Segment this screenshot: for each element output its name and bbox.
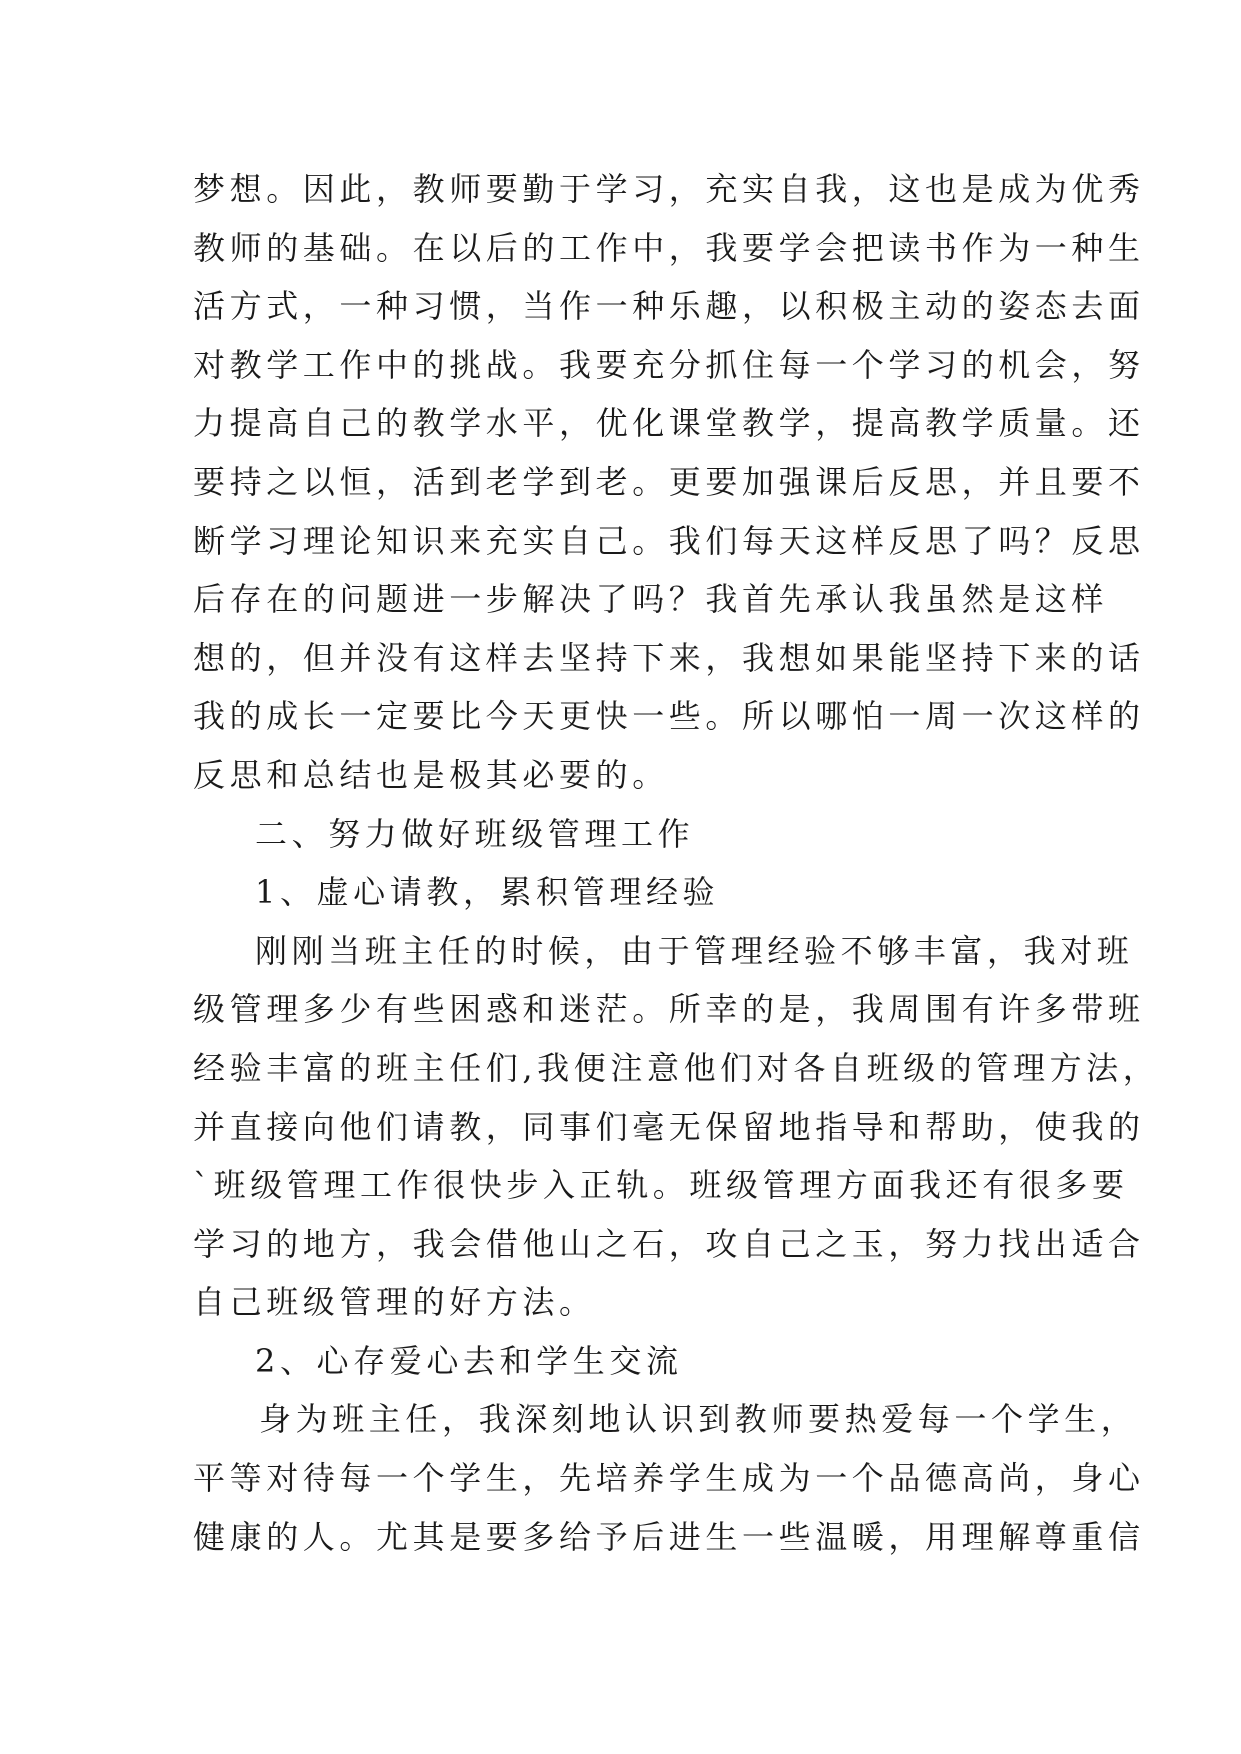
- paragraph-first-line: 身为班主任，我深刻地认识到教师要热爱每一个学生，: [259, 1400, 1138, 1439]
- text-line: 级管理多少有些困惑和迷茫。所幸的是，我周围有许多带班: [193, 990, 1145, 1029]
- text-line: 梦想。因此，教师要勤于学习，充实自我，这也是成为优秀: [193, 170, 1145, 208]
- text-line: 反思和总结也是极其必要的。: [193, 755, 669, 794]
- text-line: 我的成长一定要比今天更快一些。所以哪怕一周一次这样的: [193, 697, 1145, 736]
- text-line: 力提高自己的教学水平，优化课堂教学，提高教学质量。还: [193, 404, 1145, 443]
- section-heading: 二、努力做好班级管理工作: [255, 814, 695, 853]
- text-line: 要持之以恒，活到老学到老。更要加强课后反思，并且要不: [193, 462, 1145, 501]
- subsection-heading: 1、虚心请教，累积管理经验: [255, 873, 720, 912]
- document-body: [193, 160, 1160, 1566]
- text-line: 想的，但并没有这样去坚持下来，我想如果能坚持下来的话: [193, 638, 1145, 677]
- text-line: 健康的人。尤其是要多给予后进生一些温暖，用理解尊重信: [193, 1517, 1145, 1556]
- text-line: 经验丰富的班主任们,我便注意他们对各自班级的管理方法，: [193, 1048, 1160, 1087]
- text-line: 自己班级管理的好方法。: [193, 1283, 596, 1322]
- text-line: 断学习理论知识来充实自己。我们每天这样反思了吗？反思: [193, 521, 1145, 560]
- text-line: 活方式，一种习惯，当作一种乐趣，以积极主动的姿态去面: [193, 287, 1145, 326]
- text-line: 后存在的问题进一步解决了吗？我首先承认我虽然是这样: [193, 580, 1109, 619]
- text-line: 教师的基础。在以后的工作中，我要学会把读书作为一种生: [193, 228, 1145, 267]
- subsection-heading: 2、心存爱心去和学生交流: [255, 1341, 683, 1380]
- paragraph-first-line: 刚刚当班主任的时候，由于管理经验不够丰富，我对班: [255, 931, 1134, 970]
- text-line: `班级管理工作很快步入正轨。班级管理方面我还有很多要: [193, 1166, 1129, 1205]
- text-line: 平等对待每一个学生，先培养学生成为一个品德高尚，身心: [193, 1459, 1145, 1498]
- text-line: 对教学工作中的挑战。我要充分抓住每一个学习的机会，努: [193, 345, 1145, 384]
- text-line: 并直接向他们请教，同事们毫无保留地指导和帮助，使我的: [193, 1107, 1145, 1146]
- text-line: 学习的地方，我会借他山之石，攻自己之玉，努力找出适合: [193, 1224, 1145, 1263]
